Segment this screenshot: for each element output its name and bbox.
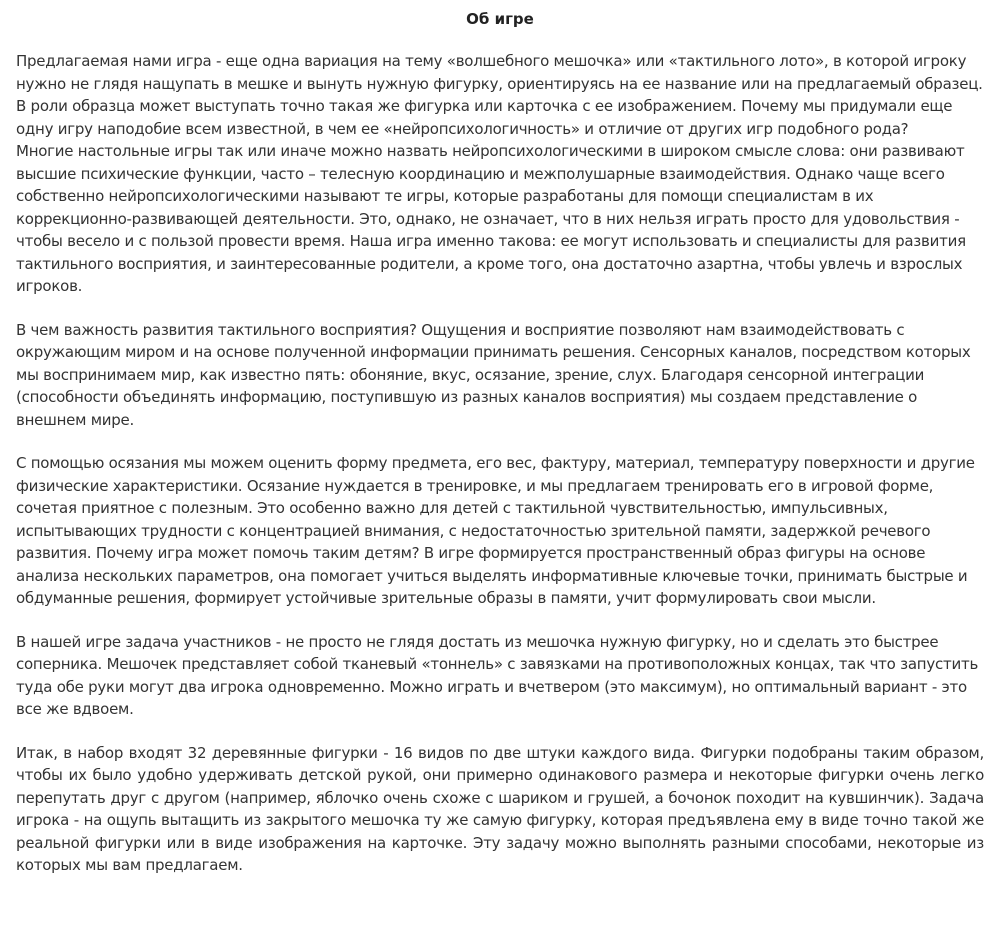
paragraph-touch-training: С помощью осязания мы можем оценить форму предмета, его вес, фактуру, материал, температуру поверхности и другие физические характеристики. Осязание нуждается в тренировке, и мы предлагаем тренировать его в игровой форме, сочетая приятное с полезным. Это особенно важно для детей с тактильной чувствительностью, импульсивных, испытывающих трудности с концентрацией внимания, с недостаточностью зрительной памяти, задержкой речевого развития. Почему игра может помочь таким детям? В игре формируется пространственный образ фигуры на основе анализа нескольких параметров, она помогает учиться выделять информативные ключевые точки, принимать быстрые и обдуманные решения, формирует устойчивые зрительные образы в памяти, учит формулировать свои мысли. bbox=[16, 454, 975, 607]
paragraph-neuropsychology: Многие настольные игры так или иначе можно назвать нейропсихологическими в широком смысле слова: они развивают высшие психические функции, часто – телесную координацию и межполушарные взаимодействия. Однако чаще всего собственно нейропсихологическими называют те игры, которые разработаны для помощи специалистам в их коррекционно-развивающей деятельности. Это, однако, не означает, что в них нельзя играть просто для удовольствия - чтобы весело и с пользой провести время. Наша игра именно такова: ее могут использовать и специалисты для развития тактильного восприятия, и заинтересованные родители, а кроме того, она достаточно азартна, чтобы увлечь и взрослых игроков. bbox=[16, 142, 966, 295]
paragraph-tactile-importance: В чем важность развития тактильного восприятия? Ощущения и восприятие позволяют нам взаимодействовать с окружающим миром и на основе полученной информации принимать решения. Сенсорных каналов, посредством которых мы воспринимаем мир, как известно пять: обоняние, вкус, осязание, зрение, слух. Благодаря сенсорной интеграции (способности объединять информацию, поступившую из разных каналов восприятия) мы создаем представление о внешнем мире. bbox=[16, 320, 971, 429]
page-title: Об игре bbox=[466, 10, 534, 28]
paragraph-game-task: В нашей игре задача участников - не просто не глядя достать из мешочка нужную фигурку, но и сделать это быстрее соперника. Мешочек представляет собой тканевый «тоннель» с завязками на противоположных концах, так что запустить туда обе руки могут два игрока одновременно. Можно играть и вчетвером (это максимум), но оптимальный вариант - это все же вдвоем. bbox=[16, 632, 979, 718]
paragraph-set-contents: Итак, в набор входят 32 деревянные фигурки - 16 видов по две штуки каждого вида. Фигурки подобраны таким образом, чтобы их было удобно удерживать детской рукой, они примерно одинакового размера и некоторые фигурки очень легко перепутать друг с другом (например, яблочко очень схоже с шариком и грушей, а бочонок походит на кувшинчик). Задача игрока - на ощупь вытащить из закрытого мешочка ту же самую фигурку, которая предъявлена ему в виде точно такой же реальной фигурки или в виде изображения на карточке. Эту задачу можно выполнять разными способами, некоторые из которых мы вам предлагаем. bbox=[16, 743, 984, 874]
paragraph-intro: Предлагаемая нами игра - еще одна вариация на тему «волшебного мешочка» или «тактильного лото», в которой игроку нужно не глядя нащупать в мешке и вынуть нужную фигурку, ориентируясь на ее название или на предлагаемый образец. В роли образца может выступать точно такая же фигурка или карточка с ее изображением. Почему мы придумали еще одну игру наподобие всем известной, в чем ее «нейропсихологичность» и отличие от других игр подобного рода? bbox=[16, 52, 983, 138]
